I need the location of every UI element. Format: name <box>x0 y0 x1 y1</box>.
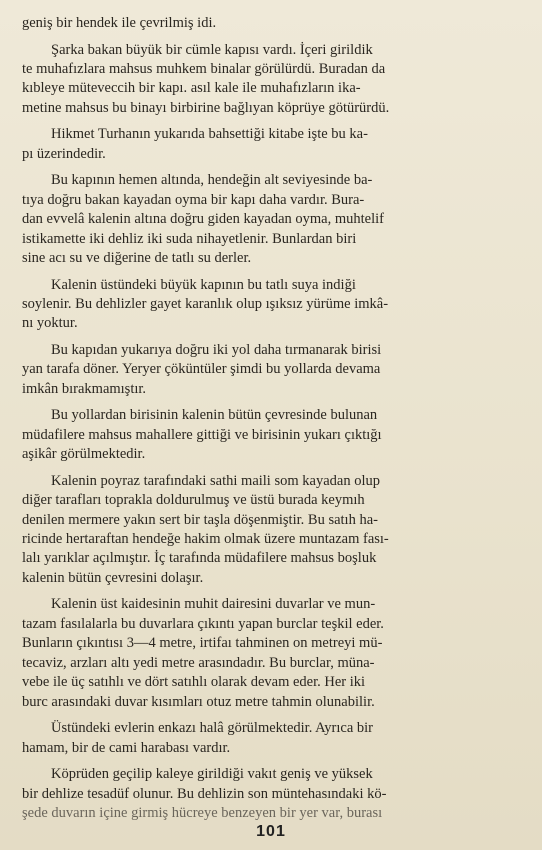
text-line: istikamette iki dehliz iki suda nihayetlenir. Bunlardan biri <box>22 230 357 247</box>
text-line: nı yoktur. <box>22 315 78 332</box>
text-line: te muhafızlara mahsus muhkem binalar görülürdü. Buradan da <box>22 61 386 77</box>
paragraph <box>22 125 522 164</box>
text-line: vebe ile üç satıhlı ve dört satıhlı olarak devam eder. Her iki <box>22 674 366 691</box>
text-line: tıya doğru bakan kayadan oyma bir kapı daha vardır. Bura- <box>22 191 365 208</box>
paragraph <box>22 719 522 758</box>
text-line: Bu yollardan birisinin kalenin bütün çevresinde bulunan <box>51 407 378 424</box>
paragraph <box>22 276 522 334</box>
text-line: Köprüden geçilip kaleye girildiği vakıt geniş ve yüksek <box>51 766 373 783</box>
text-line: yan tarafa döner. Yeryer çöküntüler şimdi bu yollarda devama <box>22 361 381 378</box>
text-line: bir dehlize tesadüf olunur. Bu dehlizin son müntehasındaki kö- <box>22 785 387 802</box>
paragraph <box>22 595 522 711</box>
page-body-text <box>22 14 522 831</box>
paragraph <box>22 765 522 823</box>
paragraph <box>22 341 522 399</box>
paragraph <box>22 41 522 119</box>
text-line: lalı yarıklar açılmıştır. İç tarafında müdafilere mahsus boşluk <box>22 550 377 567</box>
text-line: kalenin bütün çevresini dolaşır. <box>22 569 204 586</box>
text-line: Bunların çıkıntısı 3—4 metre, irtifaı tahminen on metreyi mü- <box>22 635 383 652</box>
text-line: burc arasındaki duvar kısımları otuz metre tahmin olunabilir. <box>22 693 375 710</box>
text-line: Şarka bakan büyük bir cümle kapısı vardı. İçeri girildik <box>51 41 373 58</box>
text-line: diğer tarafları toprakla doldurulmuş ve üstü burada keymıh <box>22 492 365 509</box>
text-line: Üstündeki evlerin enkazı halâ görülmektedir. Ayrıca bir <box>51 720 373 737</box>
text-line: Hikmet Turhanın yukarıda bahsettiği kitabe işte bu ka- <box>51 126 368 143</box>
text-line: müdafilere mahsus mahallere gittiği ve birisinin yukarı çıktığı <box>22 426 382 443</box>
text-line: soylenir. Bu dehlizler gayet karanlık olup ışıksız yürüme imkâ- <box>22 296 389 313</box>
text-line: Kalenin üstündeki büyük kapının bu tatlı suya indiği <box>51 276 356 293</box>
text-line: ricinde hertaraftan hendeğe hakim olmak üzere muntazam fası- <box>22 531 389 548</box>
text-line: Bu kapının hemen altında, hendeğin alt seviyesinde ba- <box>51 172 373 189</box>
text-line: sine acı su ve diğerine de tatlı su derler. <box>22 250 252 267</box>
page-number: 101 <box>256 823 286 840</box>
text-line: tazam fasılalarla bu duvarlara çıkıntı yapan burclar teşkil eder. <box>22 615 384 632</box>
text-line: Kalenin üst kaidesinin muhit dairesini duvarlar ve mun- <box>51 596 376 613</box>
text-line: hamam, bir de cami harabası vardır. <box>22 739 231 756</box>
paragraph <box>22 171 522 268</box>
text-line: pı üzerindedir. <box>22 145 106 162</box>
text-line: dan evvelâ kalenin altına doğru giden kayadan oyma, muhtelif <box>22 211 384 228</box>
paragraph <box>22 406 522 464</box>
text-line: imkân bırakmamıştır. <box>22 380 147 397</box>
text-line: kıbleye müteveccih bir kapı. asıl kale ile muhafızların ika- <box>22 80 361 97</box>
text-line: denilen mermere yakın sert bir taşla döşenmiştir. Bu satıh ha- <box>22 511 378 528</box>
paragraph <box>22 472 522 588</box>
text-line: aşikâr görülmektedir. <box>22 446 146 463</box>
text-line: şede duvarın içine girmiş hücreye benzeyen bir yer var, burası <box>22 804 383 821</box>
text-line: metine mahsus bu binayı birbirine bağlıyan köprüye götürürdü. <box>22 99 390 116</box>
text-line: Bu kapıdan yukarıya doğru iki yol daha tırmanarak birisi <box>51 342 382 359</box>
text-line: geniş bir hendek ile çevrilmiş idi. <box>22 15 217 31</box>
text-line: tecaviz, arzları altı yedi metre arasındadır. Bu burclar, müna- <box>22 654 375 671</box>
text-line: Kalenin poyraz tarafındaki sathi maili som kayadan olup <box>51 472 380 489</box>
paragraph <box>22 14 522 33</box>
